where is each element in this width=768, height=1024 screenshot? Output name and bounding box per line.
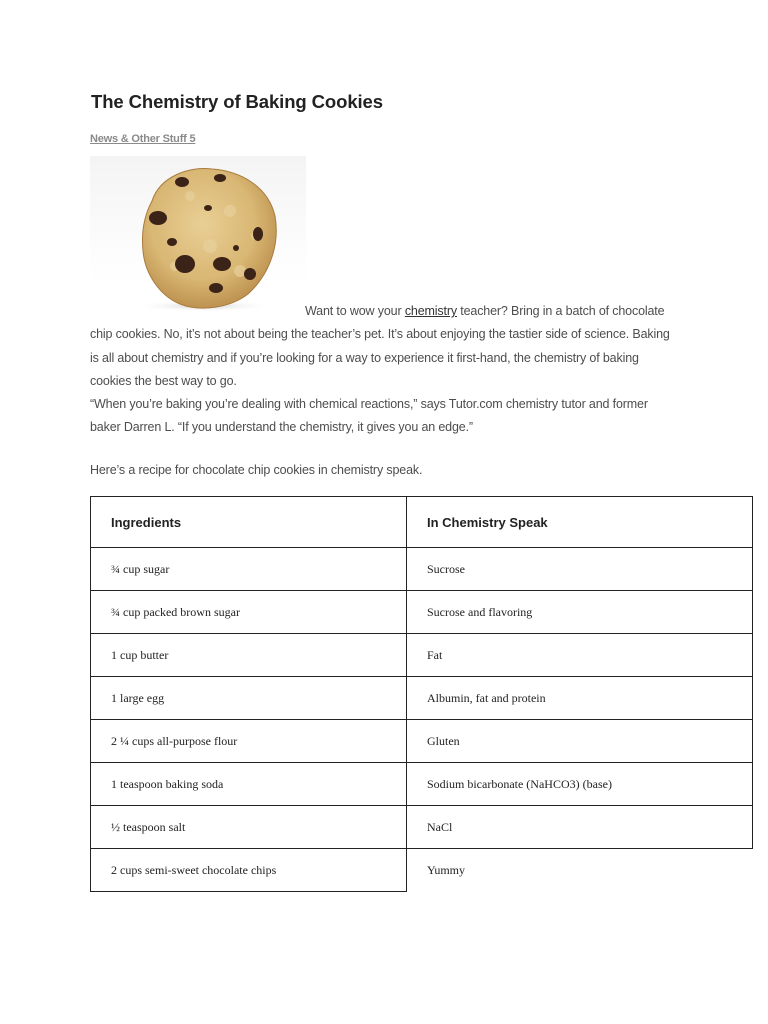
table-row — [91, 806, 753, 849]
table-row — [91, 849, 753, 892]
ingredient-cell: 2 cups semi-sweet chocolate chips — [91, 849, 407, 892]
header-ingredients: Ingredients — [91, 497, 407, 548]
page-title: The Chemistry of Baking Cookies — [91, 91, 383, 112]
chemistry-cell: Yummy — [407, 849, 753, 892]
quote-paragraph: “When you’re baking you’re dealing with chemical reactions,” says Tutor.com chemistry tutor and former baker Darren L. “If you understand the chemistry, it gives you an edge.” — [90, 397, 648, 435]
recipe-table — [90, 496, 753, 892]
chemistry-link[interactable]: chemistry — [404, 304, 457, 318]
table-row — [91, 634, 753, 677]
recipe-intro: Here’s a recipe for chocolate chip cookies in chemistry speak. — [90, 463, 423, 477]
chemistry-cell: Sucrose and flavoring — [407, 591, 753, 634]
table-row — [91, 591, 753, 634]
ingredient-cell: 1 cup butter — [91, 634, 407, 677]
chemistry-cell: Sucrose — [407, 548, 753, 591]
chemistry-cell: Fat — [407, 634, 753, 677]
header-chemistry-speak: In Chemistry Speak — [407, 497, 753, 548]
table-row — [91, 720, 753, 763]
chemistry-cell: Albumin, fat and protein — [407, 677, 753, 720]
table-row — [91, 677, 753, 720]
ingredient-cell: ¾ cup packed brown sugar — [91, 591, 407, 634]
ingredient-cell: ¾ cup sugar — [91, 548, 407, 591]
table-row — [91, 763, 753, 806]
table-header-row — [91, 497, 753, 548]
ingredient-cell: ½ teaspoon salt — [91, 806, 407, 849]
chemistry-cell: Gluten — [407, 720, 753, 763]
chemistry-cell: NaCl — [407, 806, 753, 849]
category-link[interactable]: News & Other Stuff 5 — [90, 133, 196, 145]
chemistry-cell: Sodium bicarbonate (NaHCO3) (base) — [407, 763, 753, 806]
ingredient-cell: 1 large egg — [91, 677, 407, 720]
table-row — [91, 548, 753, 591]
ingredient-cell: 1 teaspoon baking soda — [91, 763, 407, 806]
ingredient-cell: 2 ¼ cups all-purpose flour — [91, 720, 407, 763]
intro-paragraph: Want to wow your chemistry teacher? Bring in a batch of chocolate chip cookies. No, it’s not about being the teacher’s pet. It’s about enjoying the tastier side of science. Baking is all about chemistry and if you’re looking for a way to experience it first-hand, the chemistry of baking cookies the best way to go. — [90, 304, 670, 388]
cookie-image — [90, 156, 306, 314]
